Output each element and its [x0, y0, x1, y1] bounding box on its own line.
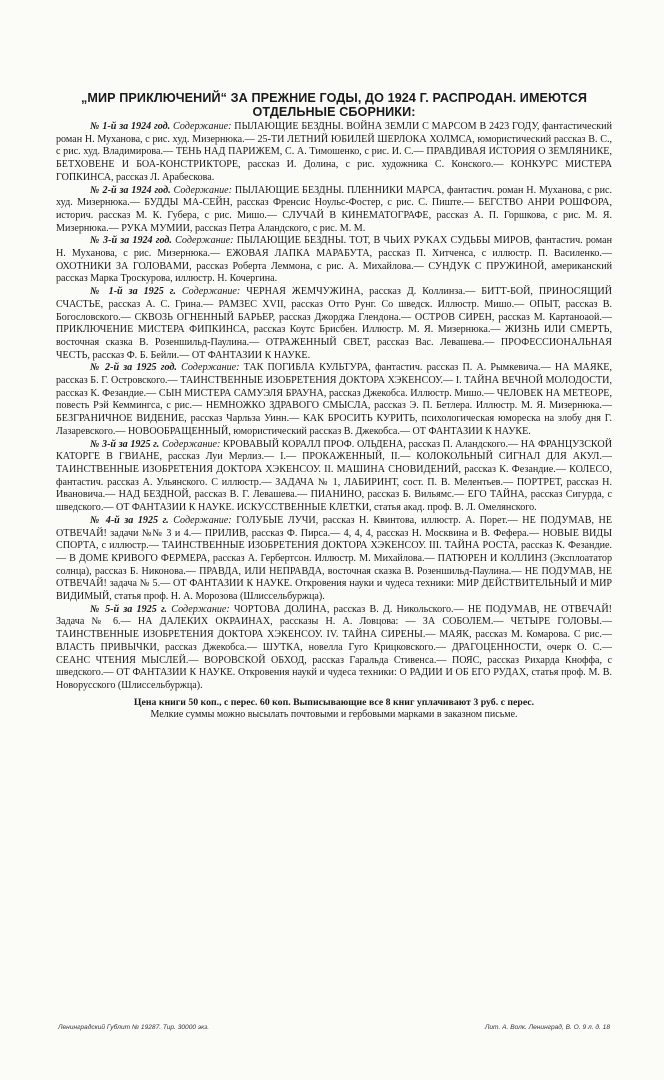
issue-entry	[56, 235, 612, 286]
issue-entry	[56, 362, 612, 438]
content-label: Содержание:	[181, 286, 241, 298]
issue-contents: ТАК ПОГИБЛА КУЛЬТУРА, фантастич. рассказ П. А. Рымкевича.— НА МАЯКЕ, рассказ Б. Г. Островского.— ТАИНСТВЕННЫЕ ИЗОБРЕТЕНИЯ ДОКТОРА ХЭКЕНСОУ.— I. ТАЙНА ВЕЧНОЙ МОЛОДОСТИ, рассказ К. Фезандие.— СЫН МИСТЕРА САМУЭЛЯ БРАУНА, рассказ Джекобса. Иллюстр. Мишо.— ЧЕЛОВЕК НА МЕТЕОРЕ, повесть Рэй Кеммингса, с рис.— НЕМНОЖКО ЗДРАВОГО СМЫСЛА, рассказ Э. П. Бетлера. Иллюстр. М. Я. Мизернюка.— БЕЗГРАНИЧНОЕ ВИДЕНИЕ, рассказ Чарльза Уинн.— КАК БРОСИТЬ КУРИТЬ, психологическая юмореска на злобу дня Г. Лазаревского.— НОВООБРАЩЕННЫЙ, юмористический рассказ В. Джекобса.— ОТ ФАНТАЗИИ К НАУКЕ.	[56, 362, 612, 437]
imprint-right: Лит. А. Волк. Ленинград, В. О. 9 л. д. 18	[484, 1024, 610, 1031]
issue-entry	[56, 439, 612, 515]
issue-entry	[56, 185, 612, 236]
content-label: Содержание:	[161, 438, 221, 450]
imprint-left: Ленинградский Гублит № 19287. Тир. 30000 экз.	[58, 1024, 210, 1031]
payment-note: Мелкие суммы можно высылать почтовыми и гербовыми марками в заказном письме.	[150, 709, 518, 721]
issue-number: № 3-й за 1925 г.	[90, 438, 160, 450]
issue-contents: ПЫЛАЮЩИЕ БЕЗДНЫ. ТОТ, В ЧЬИХ РУКАХ СУДЬБЫ МИРОВ, фантастич. роман Н. Муханова, с рис. Мизернюка.— ЕЖОВАЯ ЛАПКА МАРАБУТА, рассказ П. Хитченса, с иллюстр. П. Василенко.— ОХОТНИКИ ЗА ГОЛОВАМИ, рассказ Роберта Леммона, с рис. А. Михайлова.— СУНДУК С ПРУЖИНОЙ, американский рассказ Марка Троскурова, иллюстр. Н. Кочергина.	[56, 235, 612, 285]
issue-entry	[56, 121, 612, 185]
issue-number: № 2-й за 1924 год.	[90, 184, 171, 196]
imprint-footer	[58, 1024, 610, 1031]
issue-contents: ГОЛУБЫЕ ЛУЧИ, рассказ Н. Квинтова, иллюстр. А. Порет.— НЕ ПОДУМАВ, НЕ ОТВЕЧАЙ! задачи №№ 3 и 4.— ПРИЛИВ, рассказ Ф. Пирса.— 4, 4, 4, рассказ Н. Москвина и В. Фефера.— НОВЫЕ ВИДЫ СПОРТА, с иллюстр.— ТАИНСТВЕННЫЕ ИЗОБРЕТЕНИЯ ДОКТОРА ХЭКЕНСОУ. III. ТАЙНА РОСТА, рассказ К. Фезандие.— В ДОМЕ КРИВОГО ФЕРМЕРА, рассказ А. Гербертсон. Иллюстр. М. Михайлова.— ПАТЮРЕН И КОЛЛИНЗ (Эксплоататор солнца), рассказ Б. Никонова.— ПРАВДА, ИЛИ НЕПРАВДА, восточная сказка В. Розеншильд-Паулина.— НЕ ПОДУМАВ, НЕ ОТВЕЧАЙ! задача № 5.— ОТ ФАНТАЗИИ К НАУКЕ. Откровения науки и чудеса техники: МИР ДЕЙСТВИТЕЛЬНЫЙ И МИР ВИДИМЫЙ, статья проф. Н. А. Морозова (Шлиссельбуржца).	[56, 514, 613, 603]
issue-number: № 2-й за 1925 год.	[90, 362, 177, 374]
issue-entry	[56, 604, 612, 693]
price-line: Цена книги 50 коп., с перес. 60 коп. Выписывающие все 8 книг уплачивают 3 руб. с перес.	[133, 696, 535, 708]
issue-contents: ПЫЛАЮЩИЕ БЕЗДНЫ. ПЛЕННИКИ МАРСА, фантастич. роман Н. Муханова, с рис. худ. Мизернюка.— БУДДЫ МА-СЕЙН, рассказ Френсис Ноульс-Фостер, с рис. С. Пиште.— БЕГСТВО АНРИ РОШФОРА, историч. рассказ М. К. Губера, с рис. Мишо.— СЛУЧАЙ В КИНЕМАТОГРАФЕ, рассказ А. П. Горшкова, с рис. М. Я. Мизернюка.— РУКА МУМИИ, рассказ Петра Аландского, с рис. М. М.	[56, 184, 612, 234]
content-label: Содержание:	[175, 235, 234, 247]
content-label: Содержание:	[173, 184, 232, 196]
issue-number: № 3-й за 1924 год.	[90, 235, 172, 247]
issue-contents: ЧОРТОВА ДОЛИНА, рассказ В. Д. Никольского.— НЕ ПОДУМАВ, НЕ ОТВЕЧАЙ! Задача № 6.— НА ДАЛЕКИХ ОКРАИНАХ, рассказы Н. А. Ловцова: — ЗА СОБОЛЕМ.— ЧЕТЫРЕ ГОЛОВЫ.— ТАИНСТВЕННЫЕ ИЗОБРЕТЕНИЯ ДОКТОРА ХЭКЕНСОУ. IV. ТАЙНА СИРЕНЫ.— МАЯК, рассказ М. Комарова. С рис.— ВЛАСТЬ ПРИВЫЧКИ, рассказ Джекобса.— ШУТКА, новелла Гуго Крицковского.— ДРАГОЦЕННОСТИ, очерк О. С.— СЕАНС ЧТЕНИЯ МЫСЛЕЙ.— ВОРОВСКОЙ ОБХОД, рассказ Гаральда Стивенса.— ПОЯС, рассказ Рихарда Кноффа, с шведского.— ОТ ФАНТАЗИИ К НАУКЕ. Откровения наукй и чудеса техники: О РАДИИ И ОБ ЕГО РУДАХ, статья проф. М. В. Новорусского (Шлиссельбуржца).	[56, 603, 613, 691]
issue-entry	[56, 515, 612, 604]
page-headline: „МИР ПРИКЛЮЧЕНИЙ“ ЗА ПРЕЖНИЕ ГОДЫ, ДО 1924 Г. РАСПРОДАН. ИМЕЮТСЯ ОТДЕЛЬНЫЕ СБОРНИКИ:	[81, 91, 587, 119]
issue-list	[56, 121, 612, 693]
issue-number: № 1-й за 1924 год.	[90, 121, 171, 132]
content-label: Содержание:	[173, 514, 232, 526]
issue-number: № 4-й за 1925 г.	[90, 514, 169, 526]
issue-contents: КРОВАВЫЙ КОРАЛЛ ПРОФ. ОЛЬДЕНА, рассказ П. Аландского.— НА ФРАНЦУЗСКОЙ КАТОРГЕ В ГВИАНЕ, рассказ Луи Мерлиз.— I.— ПРОКАЖЕННЫЙ, II.— КОЛОКОЛЬНЫЙ СИГНАЛ ДЛЯ АКУЛ.— ТАИНСТВЕННЫЕ ИЗОБРЕТЕНИЯ ДОКТОРА ХЭКЕНСОУ. II. МАШИНА СНОВИДЕНИЙ, рассказ К. Фезандие.— КОЛЕСО, фантастич. рассказ А. Ульянского. С иллюстр.— ЗАДАЧА № 1, ЛАБИРИНТ, сост. П. В. Мелентьев.— ПОРТРЕТ, рассказ Н. Ивановича.— НАД БЕЗДНОЙ, рассказ В. Г. Левашева.— ПИАНИНО, рассказ Б. Вильямс.— ЕГО ТАЙНА, рассказ Сигурда, с шведского.— ОТ ФАНТАЗИИ К НАУКЕ. ИСКУССТВЕННЫЕ КЛЕТКИ, статья акад. проф. В. Л. Омелянского.	[56, 438, 612, 514]
content-label: Содержание:	[181, 362, 240, 374]
issue-number: № 1-й за 1925 г.	[90, 286, 176, 298]
issue-number: № 5-й за 1925 г.	[90, 603, 168, 615]
issue-contents: ПЫЛАЮЩИЕ БЕЗДНЫ. ВОЙНА ЗЕМЛИ С МАРСОМ В 2423 ГОДУ, фантастический роман Н. Муханова, с рис. худ. Мизернюка.— 25-ТИ ЛЕТНИЙ ЮБИЛЕЙ ШЕРЛОКА ХОЛМСА, юмористический рассказ В. С., с рис. худ. Владимирова.— ТЕНЬ НАД ПАРИЖЕМ, С. А. Тимошенко, с рис. И. С.— ПРАВДИВАЯ ИСТОРИЯ О ЗЕМЛЯНИКЕ, БЕТХОВЕНЕ И БОА-КОНСТРИКТОРЕ, рассказ И. Долина, с рис. художника С. Конского.— КОНКУРС МИСТЕРА ГОПКИНСА, рассказ Л. Арабескова.	[56, 121, 612, 183]
content-label: Содержание:	[171, 603, 230, 615]
issue-entry	[56, 286, 612, 362]
content-label: Содержание:	[173, 121, 232, 132]
issue-contents: ЧЕРНАЯ ЖЕМЧУЖИНА, рассказ Д. Коллинза.— БИТТ-БОЙ, ПРИНОСЯЩИЙ СЧАСТЬЕ, рассказ А. С. Грина.— РАМЗЕС XVII, рассказ Отто Рунг. Со шведск. Иллюстр. Мишо.— ОПЫТ, рассказ В. Богословского.— СКВОЗЬ ОГНЕННЫЙ БАРЬЕР, рассказ Джорджа Глендона.— ОСТРОВ СИРЕН, рассказ М. Картаноаой.— ПРИКЛЮЧЕНИЕ МИСТЕРА ФИПКИНСА, рассказ Коутс Брисбен. Иллюстр. М. Я. Мизернюка.— ЖИЗНЬ ИЛИ СМЕРТЬ, восточная сказка В. Розеншильд-Паулина.— ОТРАЖЕННЫЙ СВЕТ, рассказ Вас. Левашева.— ПРОФЕССИОНАЛЬНАЯ ЧЕСТЬ, рассказ Ф. Б. Бейли.— ОТ ФАНТАЗИИ К НАУКЕ.	[56, 286, 613, 361]
